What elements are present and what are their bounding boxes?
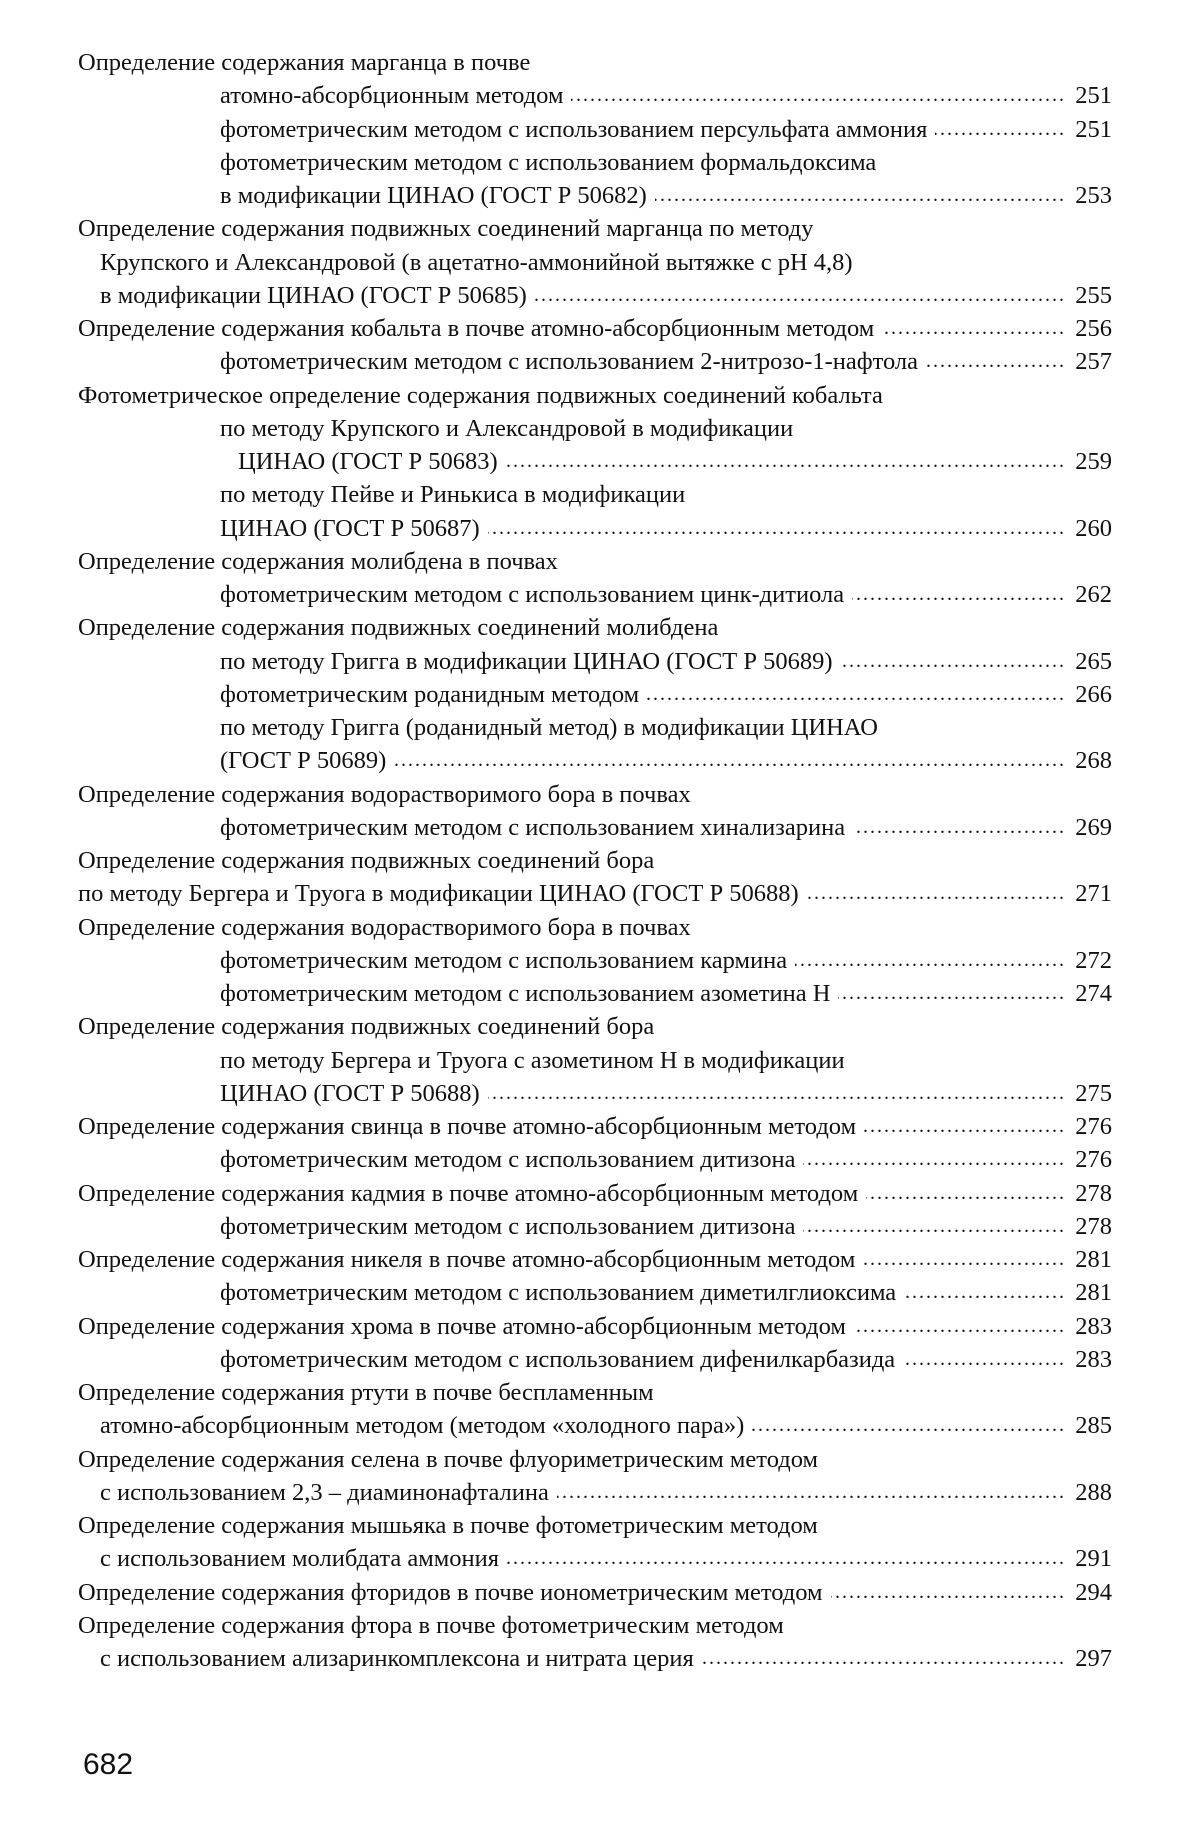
toc-entry-title: в модификации ЦИНАО (ГОСТ Р 50682)	[220, 179, 647, 212]
toc-entry	[0, 412, 1200, 445]
dot-leader: ...................................................................................	[488, 1077, 1066, 1110]
toc-entry	[0, 1276, 1200, 1309]
toc-entry	[0, 1576, 1200, 1609]
toc-entry-title: Определение содержания свинца в почве атомно-абсорбционным методом	[78, 1110, 856, 1143]
toc-entry-page: 266	[1072, 678, 1112, 711]
toc-entry-page: 281	[1072, 1276, 1112, 1309]
toc-entry	[0, 1409, 1200, 1442]
toc-entry-title: Определение содержания кадмия в почве атомно-абсорбционным методом	[78, 1177, 858, 1210]
toc-entry	[0, 877, 1200, 910]
dot-leader: .....................................................	[702, 1642, 1066, 1675]
toc-entry-page: 276	[1072, 1110, 1112, 1143]
toc-entry-page: 265	[1072, 645, 1112, 678]
toc-entry	[0, 246, 1200, 279]
toc-entry-title: Определение содержания никеля в почве атомно-абсорбционным методом	[78, 1243, 855, 1276]
toc-entry-title: в модификации ЦИНАО (ГОСТ Р 50685)	[100, 279, 527, 312]
toc-entry-title: по методу Крупского и Александровой в модификации	[220, 412, 793, 445]
toc-entry-title: фотометрическим методом с использованием персульфата аммония	[220, 113, 927, 146]
toc-entry-title: с использованием 2,3 – диаминонафталина	[100, 1476, 549, 1509]
toc-entry	[0, 1343, 1200, 1376]
toc-entry-title: Определение содержания мышьяка в почве фотометрическим методом	[78, 1509, 818, 1542]
toc-entry	[0, 279, 1200, 312]
toc-entry-page: 283	[1072, 1310, 1112, 1343]
toc-entry	[0, 1044, 1200, 1077]
toc-entry	[0, 212, 1200, 245]
dot-leader: ...............................	[853, 811, 1066, 844]
toc-entry-title: с использованием молибдата аммония	[100, 1542, 499, 1575]
toc-entry-page: 269	[1072, 811, 1112, 844]
dot-leader: .............................	[863, 1243, 1066, 1276]
toc-entry-title: по методу Григга (роданидный метод) в модификации ЦИНАО	[220, 711, 878, 744]
toc-entry	[0, 844, 1200, 877]
dot-leader: ................................................................................................	[394, 744, 1066, 777]
toc-entry-page: 291	[1072, 1542, 1112, 1575]
toc-entry	[0, 1609, 1200, 1642]
toc-entry-title: по методу Григга в модификации ЦИНАО (ГОСТ Р 50689)	[220, 645, 833, 678]
toc-entry	[0, 1243, 1200, 1276]
dot-leader: ............................................................	[647, 678, 1066, 711]
toc-entry-page: 283	[1072, 1343, 1112, 1376]
dot-leader: ...............................	[852, 578, 1066, 611]
toc-entry-page: 257	[1072, 345, 1112, 378]
page-number: 682	[83, 1748, 133, 1782]
toc-entry-title: ЦИНАО (ГОСТ Р 50683)	[238, 445, 498, 478]
toc-entry-title: Определение содержания фтора в почве фотометрическим методом	[78, 1609, 784, 1642]
toc-entry	[0, 1476, 1200, 1509]
toc-entry-title: Определение содержания молибдена в почвах	[78, 545, 558, 578]
dot-leader: ...................................................................................	[488, 512, 1066, 545]
toc-entry	[0, 1310, 1200, 1343]
toc-entry-title: по методу Пейве и Ринькиса в модификации	[220, 478, 685, 511]
toc-entry-title: Определение содержания водорастворимого бора в почвах	[78, 778, 691, 811]
toc-entry-title: фотометрическим методом с использованием цинк-дитиола	[220, 578, 844, 611]
toc-entry	[0, 512, 1200, 545]
toc-entry-title: по методу Бергера и Труога в модификации ЦИНАО (ГОСТ Р 50688)	[78, 877, 799, 910]
toc-entry-title: фотометрическим методом с использованием хинализарина	[220, 811, 845, 844]
toc-entry-title: фотометрическим методом с использованием дифенилкарбазида	[220, 1343, 895, 1376]
toc-entry	[0, 445, 1200, 478]
toc-entry	[0, 1642, 1200, 1675]
toc-entry-page: 297	[1072, 1642, 1112, 1675]
toc-entry	[0, 1177, 1200, 1210]
toc-entry-title: фотометрическим методом с использованием диметилглиоксима	[220, 1276, 896, 1309]
toc-entry-title: Определение содержания водорастворимого бора в почвах	[78, 911, 691, 944]
toc-entry	[0, 345, 1200, 378]
dot-leader: .......................................................................	[571, 79, 1066, 112]
toc-entry	[0, 911, 1200, 944]
toc-entry-title: фотометрическим методом с использованием азометина Н	[220, 977, 830, 1010]
toc-entry-page: 281	[1072, 1243, 1112, 1276]
toc-entry	[0, 1143, 1200, 1176]
toc-entry	[0, 179, 1200, 212]
toc-entry	[0, 113, 1200, 146]
toc-entry-title: Определение содержания марганца в почве	[78, 46, 530, 79]
toc-entry	[0, 1509, 1200, 1542]
dot-leader: ....................	[926, 345, 1066, 378]
toc-entry-title: Определение содержания селена в почве флуориметрическим методом	[78, 1443, 818, 1476]
toc-entry	[0, 578, 1200, 611]
toc-entry-title: фотометрическим методом с использованием дитизона	[220, 1210, 795, 1243]
toc-entry-title: Определение содержания подвижных соединений бора	[78, 1010, 654, 1043]
dot-leader: ................................................................................	[507, 1542, 1066, 1575]
toc-entry-title: Определение содержания ртути в почве беспламенным	[78, 1376, 654, 1409]
toc-entry-title: атомно-абсорбционным методом	[220, 79, 563, 112]
toc-entry-title: Крупского и Александровой (в ацетатно-аммонийной вытяжке с pH 4,8)	[100, 246, 853, 279]
toc-entry-title: атомно-абсорбционным методом (методом «холодного пара»)	[100, 1409, 744, 1442]
toc-entry	[0, 79, 1200, 112]
toc-entry-title: по методу Бергера и Труога с азометином Н в модификации	[220, 1044, 845, 1077]
dot-leader: ...........................................................	[655, 179, 1066, 212]
toc-entry	[0, 379, 1200, 412]
toc-entry	[0, 811, 1200, 844]
toc-entry	[0, 312, 1200, 345]
dot-leader: ...............................	[854, 1310, 1066, 1343]
toc-entry-title: Определение содержания хрома в почве атомно-абсорбционным методом	[78, 1310, 846, 1343]
dot-leader: ...................	[935, 113, 1066, 146]
toc-entry	[0, 1077, 1200, 1110]
toc-entry-page: 262	[1072, 578, 1112, 611]
toc-entry	[0, 1542, 1200, 1575]
dot-leader: .............................................	[752, 1409, 1066, 1442]
toc-entry	[0, 1443, 1200, 1476]
toc-entry-title: фотометрическим методом с использованием дитизона	[220, 1143, 795, 1176]
toc-entry-title: (ГОСТ Р 50689)	[220, 744, 386, 777]
toc-entry-page: 253	[1072, 179, 1112, 212]
toc-entry	[0, 1010, 1200, 1043]
toc-entry	[0, 977, 1200, 1010]
toc-entry	[0, 711, 1200, 744]
toc-entry-title: Определение содержания подвижных соединений молибдена	[78, 611, 718, 644]
toc-entry-page: 271	[1072, 877, 1112, 910]
toc-entry-page: 275	[1072, 1077, 1112, 1110]
dot-leader: ......................................	[807, 877, 1066, 910]
toc-entry-page: 278	[1072, 1177, 1112, 1210]
toc-entry-title: фотометрическим методом с использованием кармина	[220, 944, 787, 977]
toc-entry-title: фотометрическим методом с использованием формальдоксима	[220, 146, 876, 179]
toc-entry-page: 268	[1072, 744, 1112, 777]
dot-leader: ........................	[903, 1343, 1066, 1376]
dot-leader: .................................	[841, 645, 1066, 678]
toc-entry	[0, 645, 1200, 678]
toc-entry	[0, 478, 1200, 511]
toc-entry	[0, 1210, 1200, 1243]
toc-entry-title: Определение содержания подвижных соединений бора	[78, 844, 654, 877]
dot-leader: ..................................	[831, 1576, 1066, 1609]
toc-entry-page: 274	[1072, 977, 1112, 1010]
toc-entry-title: Определение содержания кобальта в почве атомно-абсорбционным методом	[78, 312, 874, 345]
toc-entry-page: 251	[1072, 79, 1112, 112]
dot-leader: ......................................	[803, 1210, 1066, 1243]
toc-entry-page: 255	[1072, 279, 1112, 312]
toc-entry	[0, 1376, 1200, 1409]
toc-entry	[0, 944, 1200, 977]
dot-leader: .................................	[838, 977, 1066, 1010]
dot-leader: .............................	[864, 1110, 1066, 1143]
toc-entry-title: фотометрическим роданидным методом	[220, 678, 639, 711]
toc-entry	[0, 146, 1200, 179]
dot-leader: ......................................	[803, 1143, 1066, 1176]
dot-leader: ............................................................................	[535, 279, 1066, 312]
toc-entry-page: 276	[1072, 1143, 1112, 1176]
toc-entry-title: Фотометрическое определение содержания подвижных соединений кобальта	[78, 379, 883, 412]
toc-entry-page: 260	[1072, 512, 1112, 545]
toc-entry-page: 251	[1072, 113, 1112, 146]
dot-leader: .................................................................................	[506, 445, 1066, 478]
toc-entry-page: 272	[1072, 944, 1112, 977]
toc-entry-title: ЦИНАО (ГОСТ Р 50687)	[220, 512, 480, 545]
toc-entry-title: ЦИНАО (ГОСТ Р 50688)	[220, 1077, 480, 1110]
toc-entry	[0, 778, 1200, 811]
toc-entry	[0, 744, 1200, 777]
table-of-contents	[0, 46, 1200, 1675]
dot-leader: .........................................................................	[557, 1476, 1066, 1509]
toc-entry-page: 294	[1072, 1576, 1112, 1609]
toc-entry	[0, 46, 1200, 79]
dot-leader: .......................................	[795, 944, 1066, 977]
toc-entry-title: Определение содержания подвижных соединений марганца по методу	[78, 212, 813, 245]
toc-entry-title: Определение содержания фторидов в почве ионометрическим методом	[78, 1576, 823, 1609]
toc-entry-page: 288	[1072, 1476, 1112, 1509]
toc-entry-page: 278	[1072, 1210, 1112, 1243]
toc-entry	[0, 678, 1200, 711]
toc-entry	[0, 545, 1200, 578]
dot-leader: ........................	[904, 1276, 1066, 1309]
toc-entry-title: фотометрическим методом с использованием 2-нитрозо-1-нафтола	[220, 345, 918, 378]
document-page	[0, 0, 1200, 1846]
toc-entry-page: 256	[1072, 312, 1112, 345]
toc-entry-title: с использованием ализаринкомплексона и нитрата церия	[100, 1642, 694, 1675]
toc-entry-page: 285	[1072, 1409, 1112, 1442]
toc-entry-page: 259	[1072, 445, 1112, 478]
toc-entry	[0, 1110, 1200, 1143]
dot-leader: ...........................	[882, 312, 1066, 345]
dot-leader: .............................	[866, 1177, 1066, 1210]
toc-entry	[0, 611, 1200, 644]
